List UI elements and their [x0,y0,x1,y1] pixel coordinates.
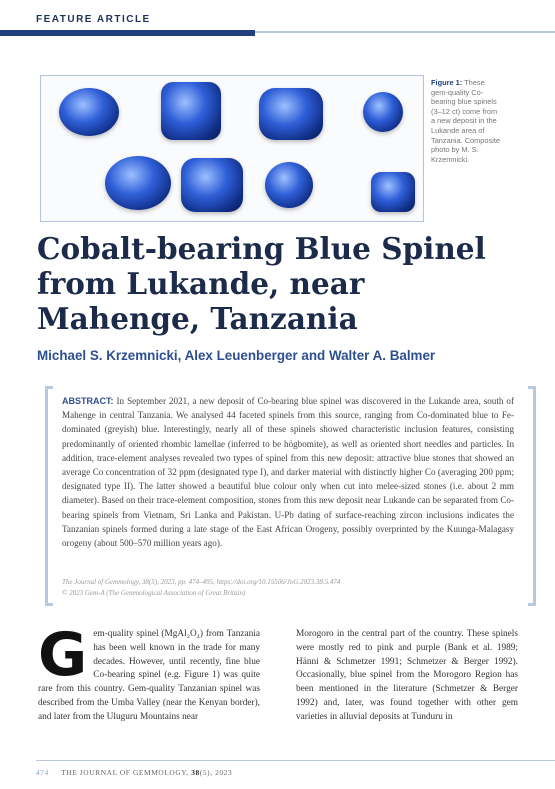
spinel-gem-image [265,162,313,208]
figure-image [40,75,424,222]
page-number: 474 [36,768,49,777]
spinel-gem-image [259,88,323,140]
journal-name: THE JOURNAL OF GEMMOLOGY, [61,768,189,777]
article-authors: Michael S. Krzemnicki, Alex Leuenberger and Walter A. Balmer [37,348,436,363]
abstract-bracket-left [45,386,53,606]
section-label: FEATURE ARTICLE [36,14,151,25]
drop-cap: G [38,620,88,690]
body-text-right: Morogoro in the central part of the country. These spinels were mostly red to pink and purple (Bank et al. 1989; Hänni & Schmetzer 1991; Schmetzer & Berger 1992). Occasionally, blue spinel from the Morogoro Region has been mentioned in the literature (Schmetzer & Berger 1992) and, later, was found together with other gem varieties in alluvial deposits at Tunduru in [296,629,518,722]
figure-caption [431,78,501,164]
journal-issue: (5), 2023 [199,768,233,777]
abstract-bracket-right [528,386,536,606]
spinel-gem-image [371,172,415,212]
body-text-left: em-quality spinel (MgAl₂O₄) from Tanzania has been well known in the trade for many decades. However, until recently, fine blue Co-bearing spinel (e.g. Figure 1) was quite rare from this country. Gem-quality Tanzanian spinel was described from the Umba Valley (near the Kenyan border), and later from the Uluguru Mountains near [38,629,260,722]
abstract-label: ABSTRACT: [62,396,114,406]
article-title: Cobalt-bearing Blue Spinel from Lukande, near Mahenge, Tanzania [37,231,486,336]
spinel-gem-image [363,92,403,132]
journal-volume: 38 [191,768,200,777]
figure-caption-text: These gem-quality Co-bearing blue spinels (3–12 ct) come from a new deposit in the Lukande area of Tanzania. Composite photo by M. S. Krzemnicki. [431,78,501,164]
page-footer [36,768,232,777]
spinel-gem-image [59,88,119,136]
body-column-left [38,620,260,725]
citation [62,577,514,598]
spinel-gem-image [161,82,221,140]
spinel-gem-image [105,156,171,210]
citation-text: The Journal of Gemmology, 38(5), 2023, pp. 474–495, https://doi.org/10.15506/JoG.2023.38.5.474 [62,578,341,586]
figure-label: Figure 1: [431,78,463,87]
abstract-text: In September 2021, a new deposit of Co-bearing blue spinel was discovered in the Lukande area, south of Mahenge in central Tanzania. We analysed 44 faceted spinels from this source, ranging from Co-dominated blue to Fe-dominated (greyish) blue. Interestingly, nearly all of these spinels showed characteristic inclusion features, consisting predominantly of oriented rhombic lamellae (inferred to be högbomite), as well as oriented short needles and particles. In addition, trace-element analyses revealed two types of spinel from this new deposit: attractive blue stones that showed an average Co concentration of 32 ppm (designated type I), and darker material with distinctly higher Co (averaging 200 ppm; designated type II). The latter showed a beautiful blue colour only when cut into melee-sized stones (i.e. about 2 mm diameter). Based on their trace-element composition, stones from this new deposit near Lukande can be separated from Co-bearing spinels from Vietnam, Sri Lanka and Pakistan. U-Pb dating of surface-reaching zircon inclusions indicates the Tanzanian spinels formed during a late stage of the East African Orogeny, possibly overprinted by the Kuunga-Malagasy orogeny (about 500–570 million years ago). [62,396,514,549]
abstract [62,394,514,550]
abstract-box [54,378,522,610]
body-column-right [296,628,518,725]
header-accent-bar [0,30,255,36]
copyright-text: © 2023 Gem-A (The Gemmological Association of Great Britain) [62,588,246,597]
spinel-gem-image [181,158,243,212]
footer-rule [36,760,555,761]
